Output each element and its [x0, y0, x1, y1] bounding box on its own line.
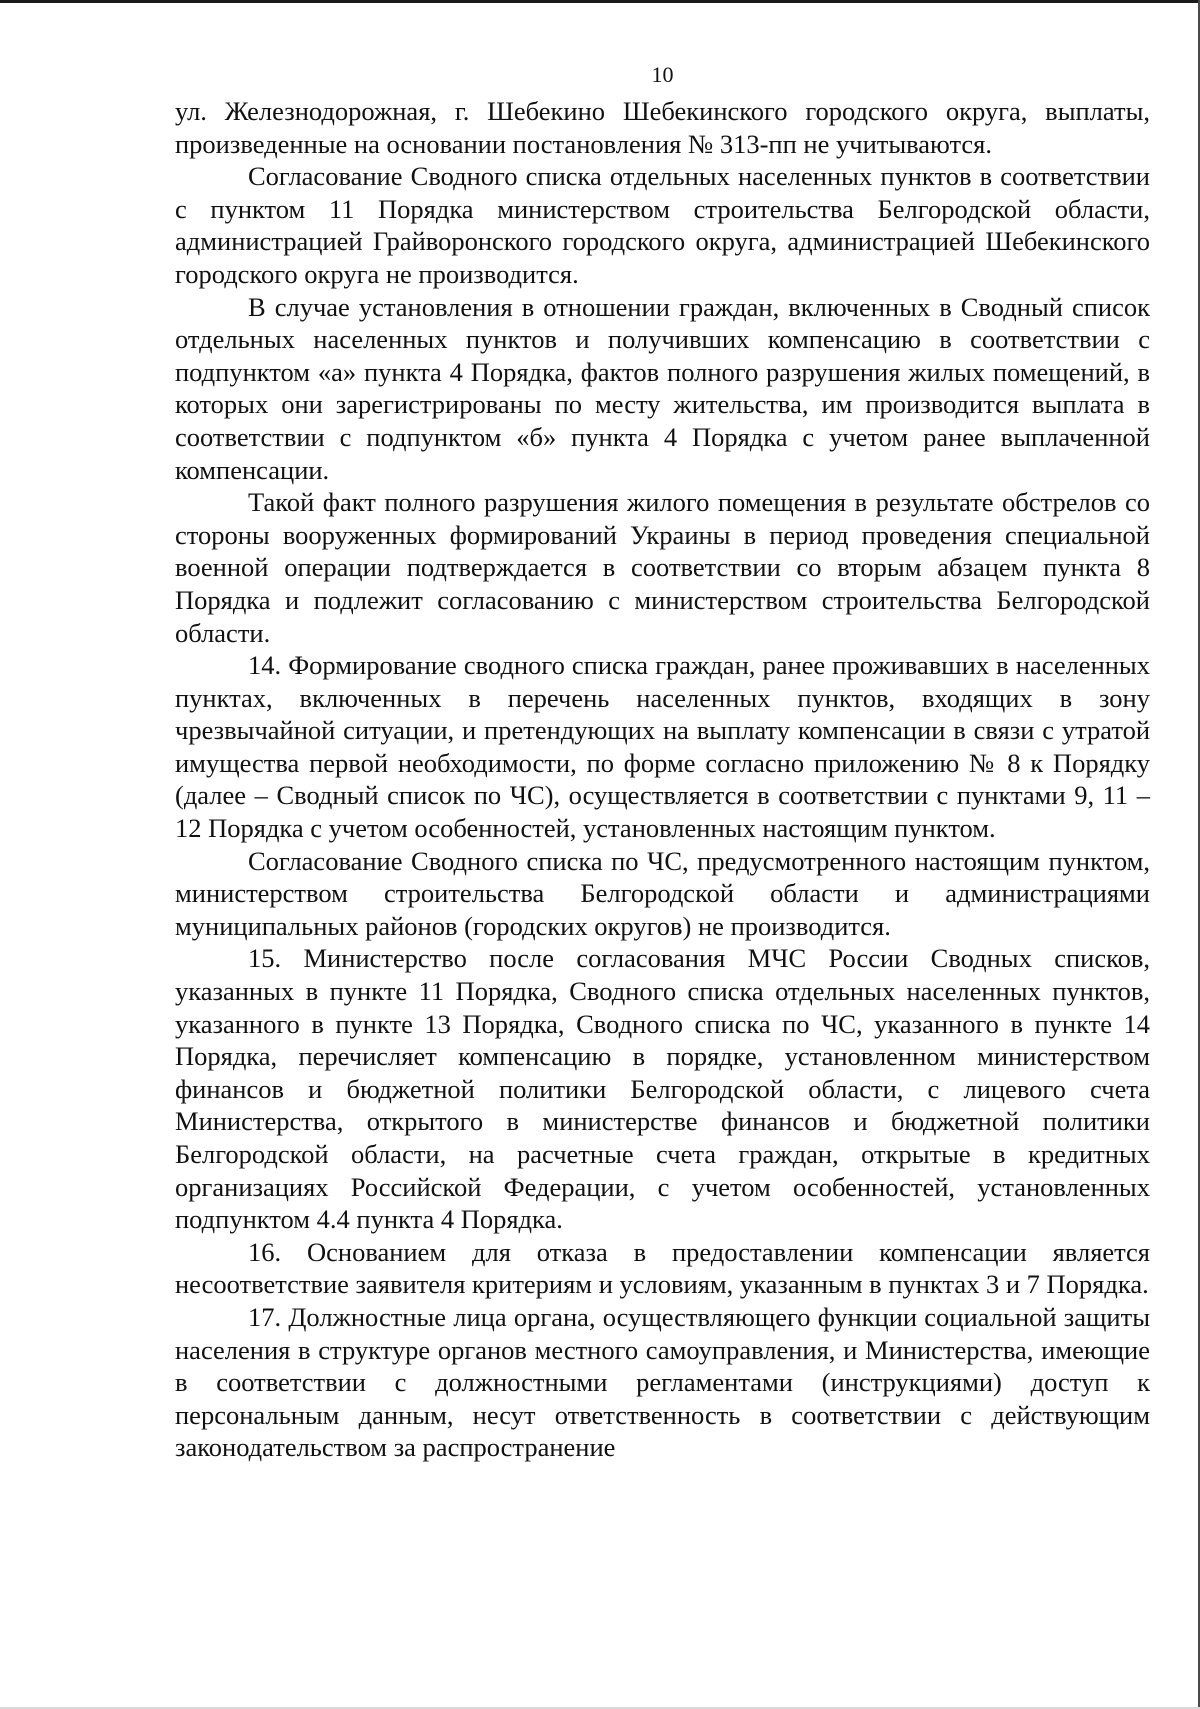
paragraph-item-14: 14. Формирование сводного списка граждан, ранее проживавших в населенных пунктах, включенных в перечень населенных пунктов, входящих в зону чрезвычайной ситуации, и претендующих на выплату компенсации в связи с утратой имущества первой необходимости, по форме согласно приложению № 8 к Порядку (далее – Сводный список по ЧС), осуществляется в соответствии с пунктами 9, 11 – 12 Порядка с учетом особенностей, установленных настоящим пунктом.: [175, 650, 1150, 844]
paragraph-approval-settlements: Согласование Сводного списка отдельных населенных пунктов в соответствии с пунктом 11 Порядка министерством строительства Белгородской области, администрацией Грайворонского городского округа, администрацией Шебекинского городского округа не производится.: [175, 161, 1150, 289]
paragraph-destruction-fact: Такой факт полного разрушения жилого помещения в результате обстрелов со стороны вооруженных формирований Украины в период проведения специальной военной операции подтверждается в соответствии со вторым абзацем пункта 8 Порядка и подлежит согласованию с министерством строительства Белгородской области.: [175, 487, 1150, 648]
scan-top-edge: [0, 0, 1200, 3]
document-page: [175, 60, 1150, 1464]
paragraph-continuation: ул. Железнодорожная, г. Шебекино Шебекинского городского округа, выплаты, произведенные на основании постановления № 313-пп не учитываются.: [175, 96, 1150, 159]
paragraph-item-15: 15. Министерство после согласования МЧС России Сводных списков, указанных в пункте 11 Порядка, Сводного списка отдельных населенных пунктов, указанного в пункте 13 Порядка, Сводного списка по ЧС, указанного в пункте 14 Порядка, перечисляет компенсацию в порядке, установленном министерством финансов и бюджетной политики Белгородской области, с лицевого счета Министерства, открытого в министерстве финансов и бюджетной политики Белгородской области, на расчетные счета граждан, открытые в кредитных организациях Российской Федерации, с учетом особенностей, установленных подпунктом 4.4 пункта 4 Порядка.: [175, 943, 1150, 1235]
paragraph-item-17: 17. Должностные лица органа, осуществляющего функции социальной защиты населения в структуре органов местного самоуправления, и Министерства, имеющие в соответствии с должностными регламентами (инструкциями) доступ к персональным данным, несут ответственность в соответствии с действующим законодательством за распространение: [175, 1301, 1150, 1463]
paragraph-destruction-payment: В случае установления в отношении граждан, включенных в Сводный список отдельных населенных пунктов и получивших компенсацию в соответствии с подпунктом «а» пункта 4 Порядка, фактов полного разрушения жилых помещений, в которых они зарегистрированы по месту жительства, им производится выплата в соответствии с подпунктом «б» пункта 4 Порядка с учетом ранее выплаченной компенсации.: [175, 291, 1150, 485]
paragraph-approval-emergency: Согласование Сводного списка по ЧС, предусмотренного настоящим пунктом, министерством строительства Белгородской области и администрациями муниципальных районов (городских округов) не производится.: [175, 845, 1150, 941]
paragraph-item-16: 16. Основанием для отказа в предоставлении компенсации является несоответствие заявителя критериям и условиям, указанным в пунктах 3 и 7 Порядка.: [175, 1236, 1150, 1300]
page-number: 10: [651, 62, 674, 87]
